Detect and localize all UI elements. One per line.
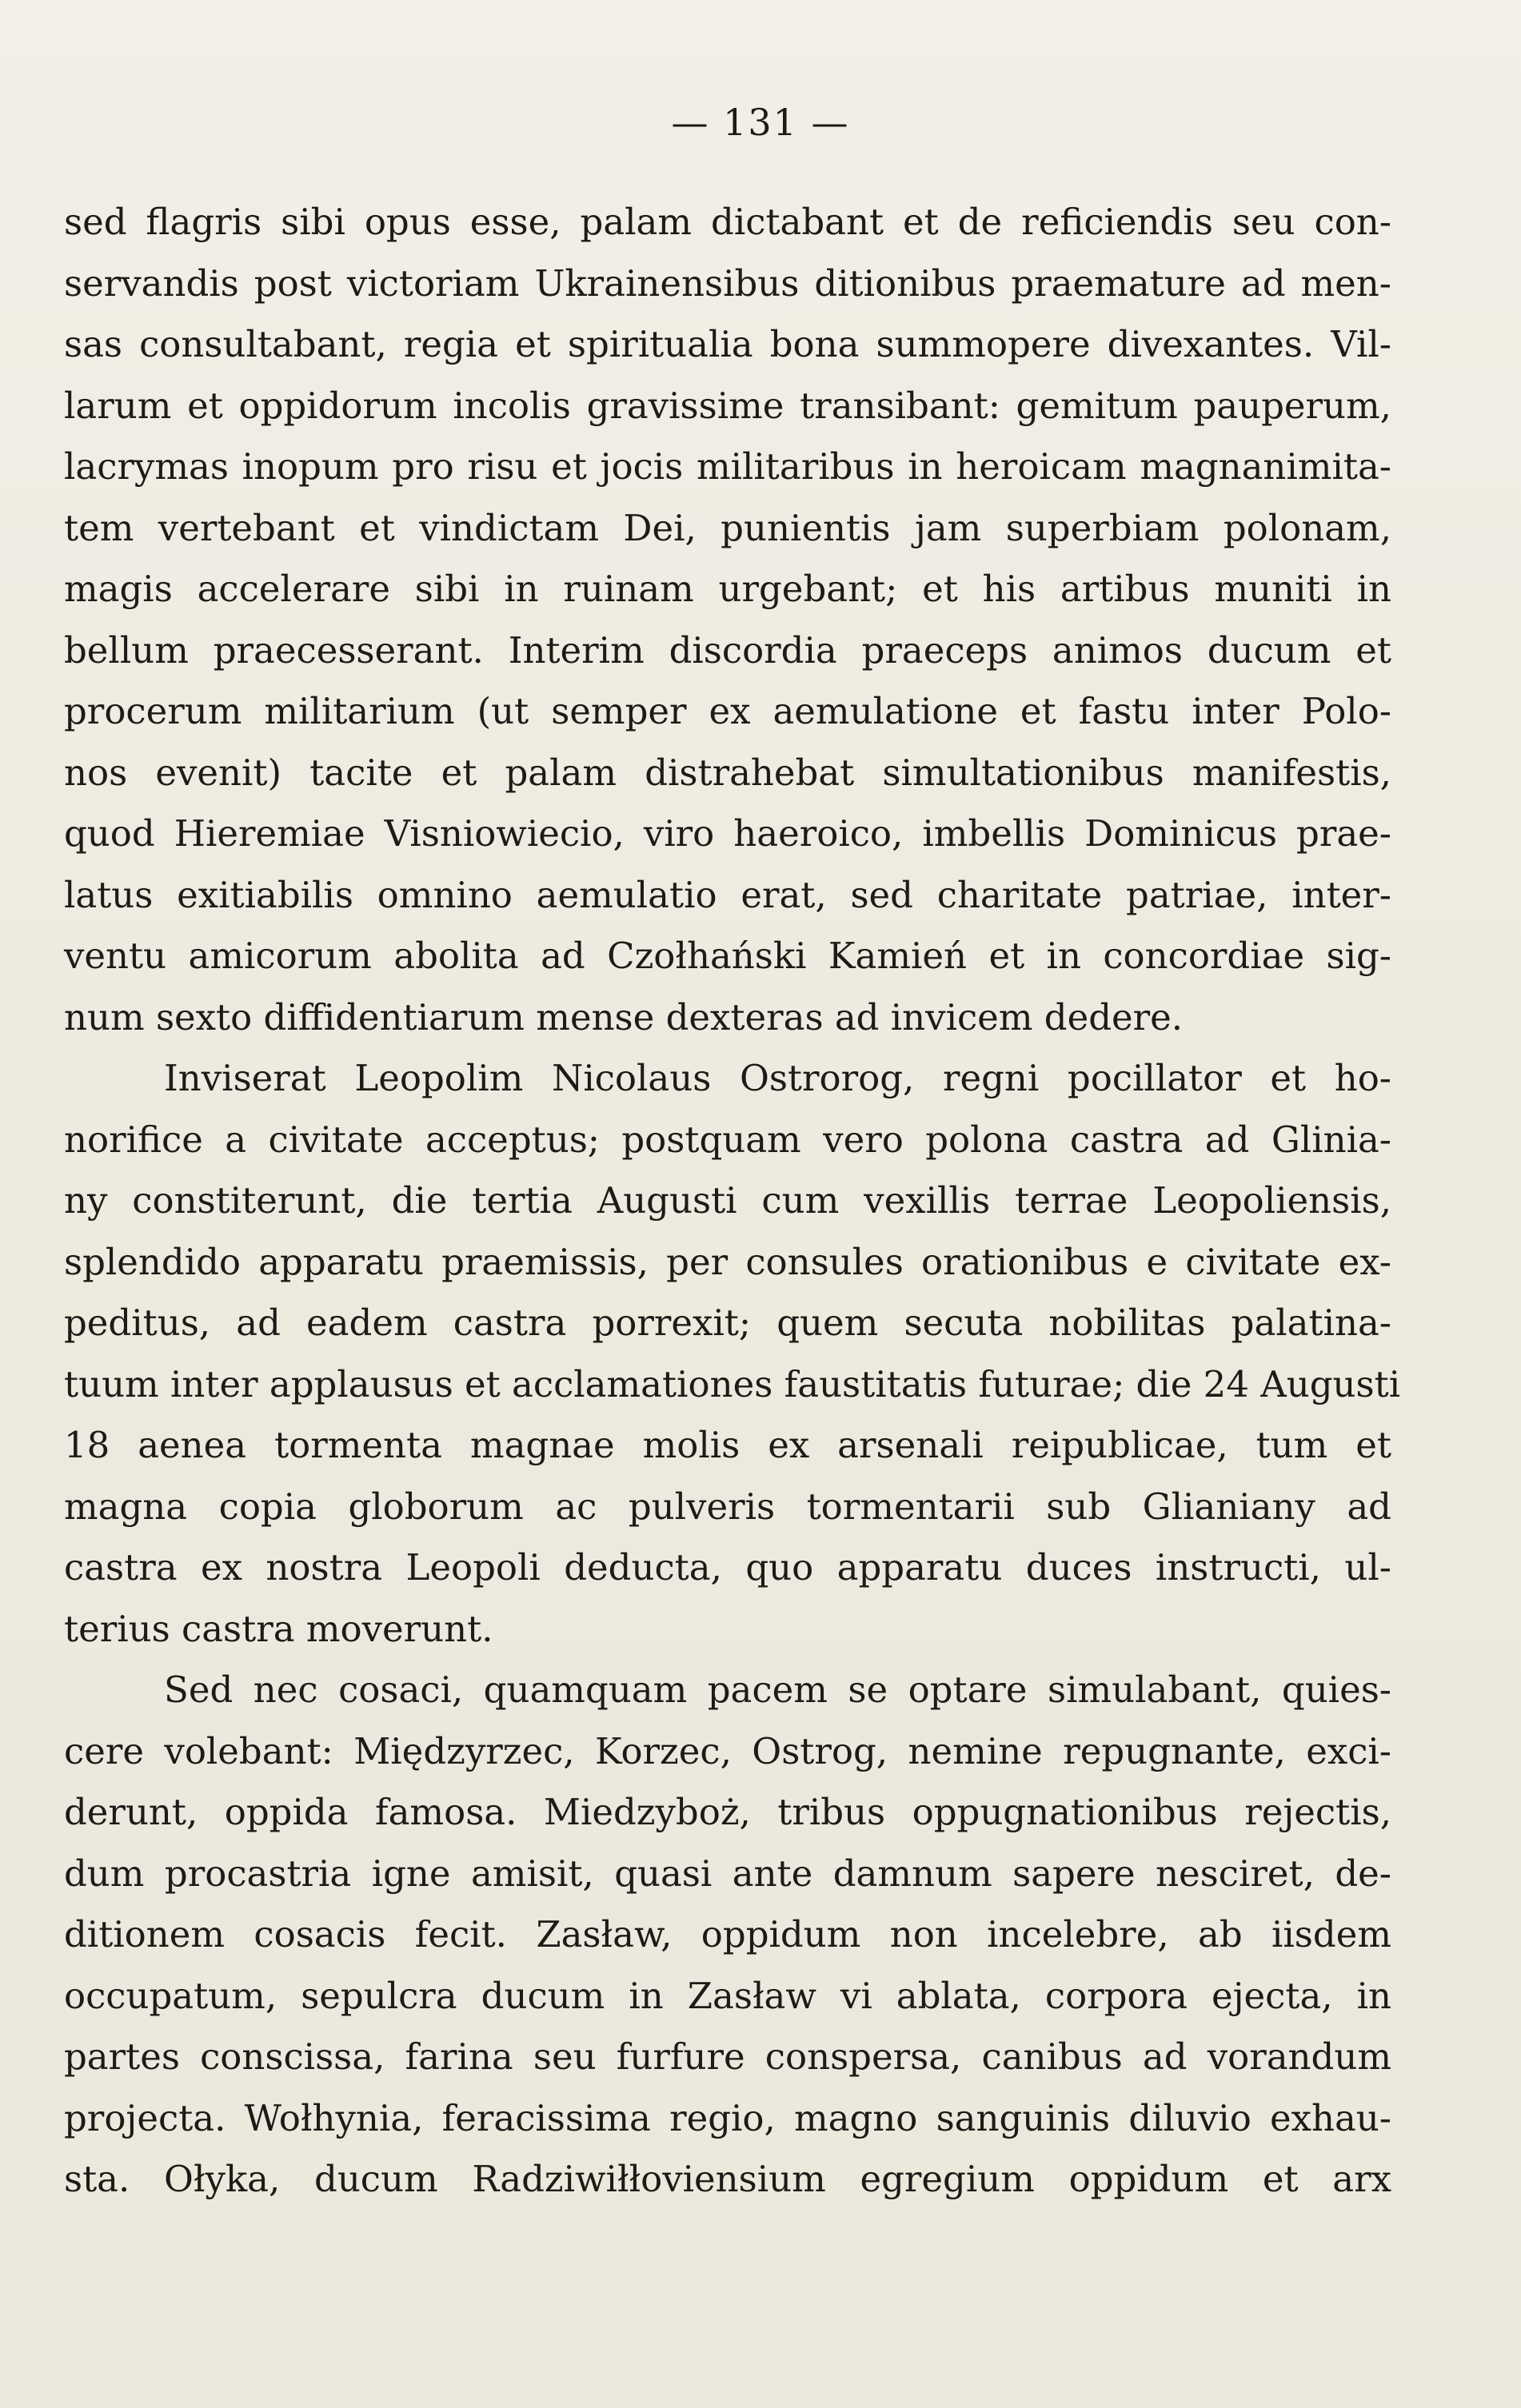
text-line: procerum militarium (ut semper ex aemulatione et fastu inter Polo- (64, 690, 1391, 732)
text-line: nos evenit) tacite et palam distrahebat simultationibus manifestis, (64, 751, 1391, 794)
text-line: derunt, oppida famosa. Miedzyboż, tribus oppugnationibus rejectis, (64, 1791, 1391, 1833)
text-line: bellum praecesserant. Interim discordia praeceps animos ducum et (64, 628, 1391, 672)
text-line: tem vertebant et vindictam Dei, punientis jam superbiam polonam, (64, 506, 1391, 549)
text-line: Sed nec cosaci, quamquam pacem se optare simulabant, quies- (164, 1668, 1391, 1711)
text-line: dum procastria igne amisit, quasi ante damnum sapere nesciret, de- (64, 1852, 1391, 1895)
text-line: quod Hieremiae Visniowiecio, viro haeroico, imbellis Dominicus prae- (64, 812, 1391, 855)
text-line: ny constiterunt, die tertia Augusti cum vexillis terrae Leopoliensis, (64, 1179, 1391, 1222)
text-line: partes conscissa, farina seu furfure conspersa, canibus ad vorandum (64, 2035, 1391, 2078)
text-line: sed flagris sibi opus esse, palam dictabant et de reficiendis seu con- (64, 201, 1391, 243)
text-line: terius castra moverunt. (64, 1607, 493, 1650)
text-line: ditionem cosacis fecit. Zasław, oppidum non incelebre, ab iisdem (64, 1913, 1391, 1956)
text-line: lacrymas inopum pro risu et jocis militaribus in heroicam magnanimita- (64, 445, 1391, 488)
text-line: servandis post victoriam Ukrainensibus ditionibus praemature ad men- (64, 261, 1391, 305)
text-line: projecta. Wołhynia, feracissima regio, magno sanguinis diluvio exhau- (64, 2096, 1391, 2139)
text-line: Inviserat Leopolim Nicolaus Ostrorog, regni pocillator et ho- (164, 1057, 1391, 1099)
page-number: — 131 — (671, 101, 850, 144)
text-line: cere volebant: Międzyrzec, Korzec, Ostrog, nemine repugnante, exci- (64, 1729, 1391, 1772)
text-line: latus exitiabilis omnino aemulatio erat, sed charitate patriae, inter- (64, 873, 1391, 916)
text-line: peditus, ad eadem castra porrexit; quem secuta nobilitas palatina- (64, 1302, 1391, 1344)
text-line: occupatum, sepulcra ducum in Zasław vi ablata, corpora ejecta, in (64, 1974, 1391, 2017)
text-line: tuum inter applausus et acclamationes faustitatis futurae; die 24 Augusti (64, 1362, 1401, 1405)
text-line: sas consultabant, regia et spiritualia bona summopere divexantes. Vil- (64, 323, 1391, 365)
text-line: ventu amicorum abolita ad Czołhański Kamień et in concordiae sig- (64, 935, 1391, 977)
text-line: norifice a civitate acceptus; postquam vero polona castra ad Glinia- (64, 1118, 1391, 1161)
text-line: castra ex nostra Leopoli deducta, quo apparatu duces instructi, ul- (64, 1546, 1391, 1589)
text-line: num sexto diffidentiarum mense dexteras ad invicem dedere. (64, 995, 1184, 1039)
text-line: splendido apparatu praemissis, per consules orationibus e civitate ex- (64, 1240, 1391, 1283)
text-line: sta. Ołyka, ducum Radziwiłłoviensium egregium oppidum et arx (64, 2158, 1391, 2200)
text-line: magis accelerare sibi in ruinam urgebant; et his artibus muniti in (64, 568, 1391, 610)
text-line: 18 aenea tormenta magnae molis ex arsenali reipublicae, tum et (64, 1424, 1391, 1466)
body-text (64, 192, 1401, 2211)
text-line: magna copia globorum ac pulveris tormentarii sub Glianiany ad (64, 1485, 1391, 1528)
text-line: larum et oppidorum incolis gravissime transibant: gemitum pauperum, (64, 384, 1391, 427)
